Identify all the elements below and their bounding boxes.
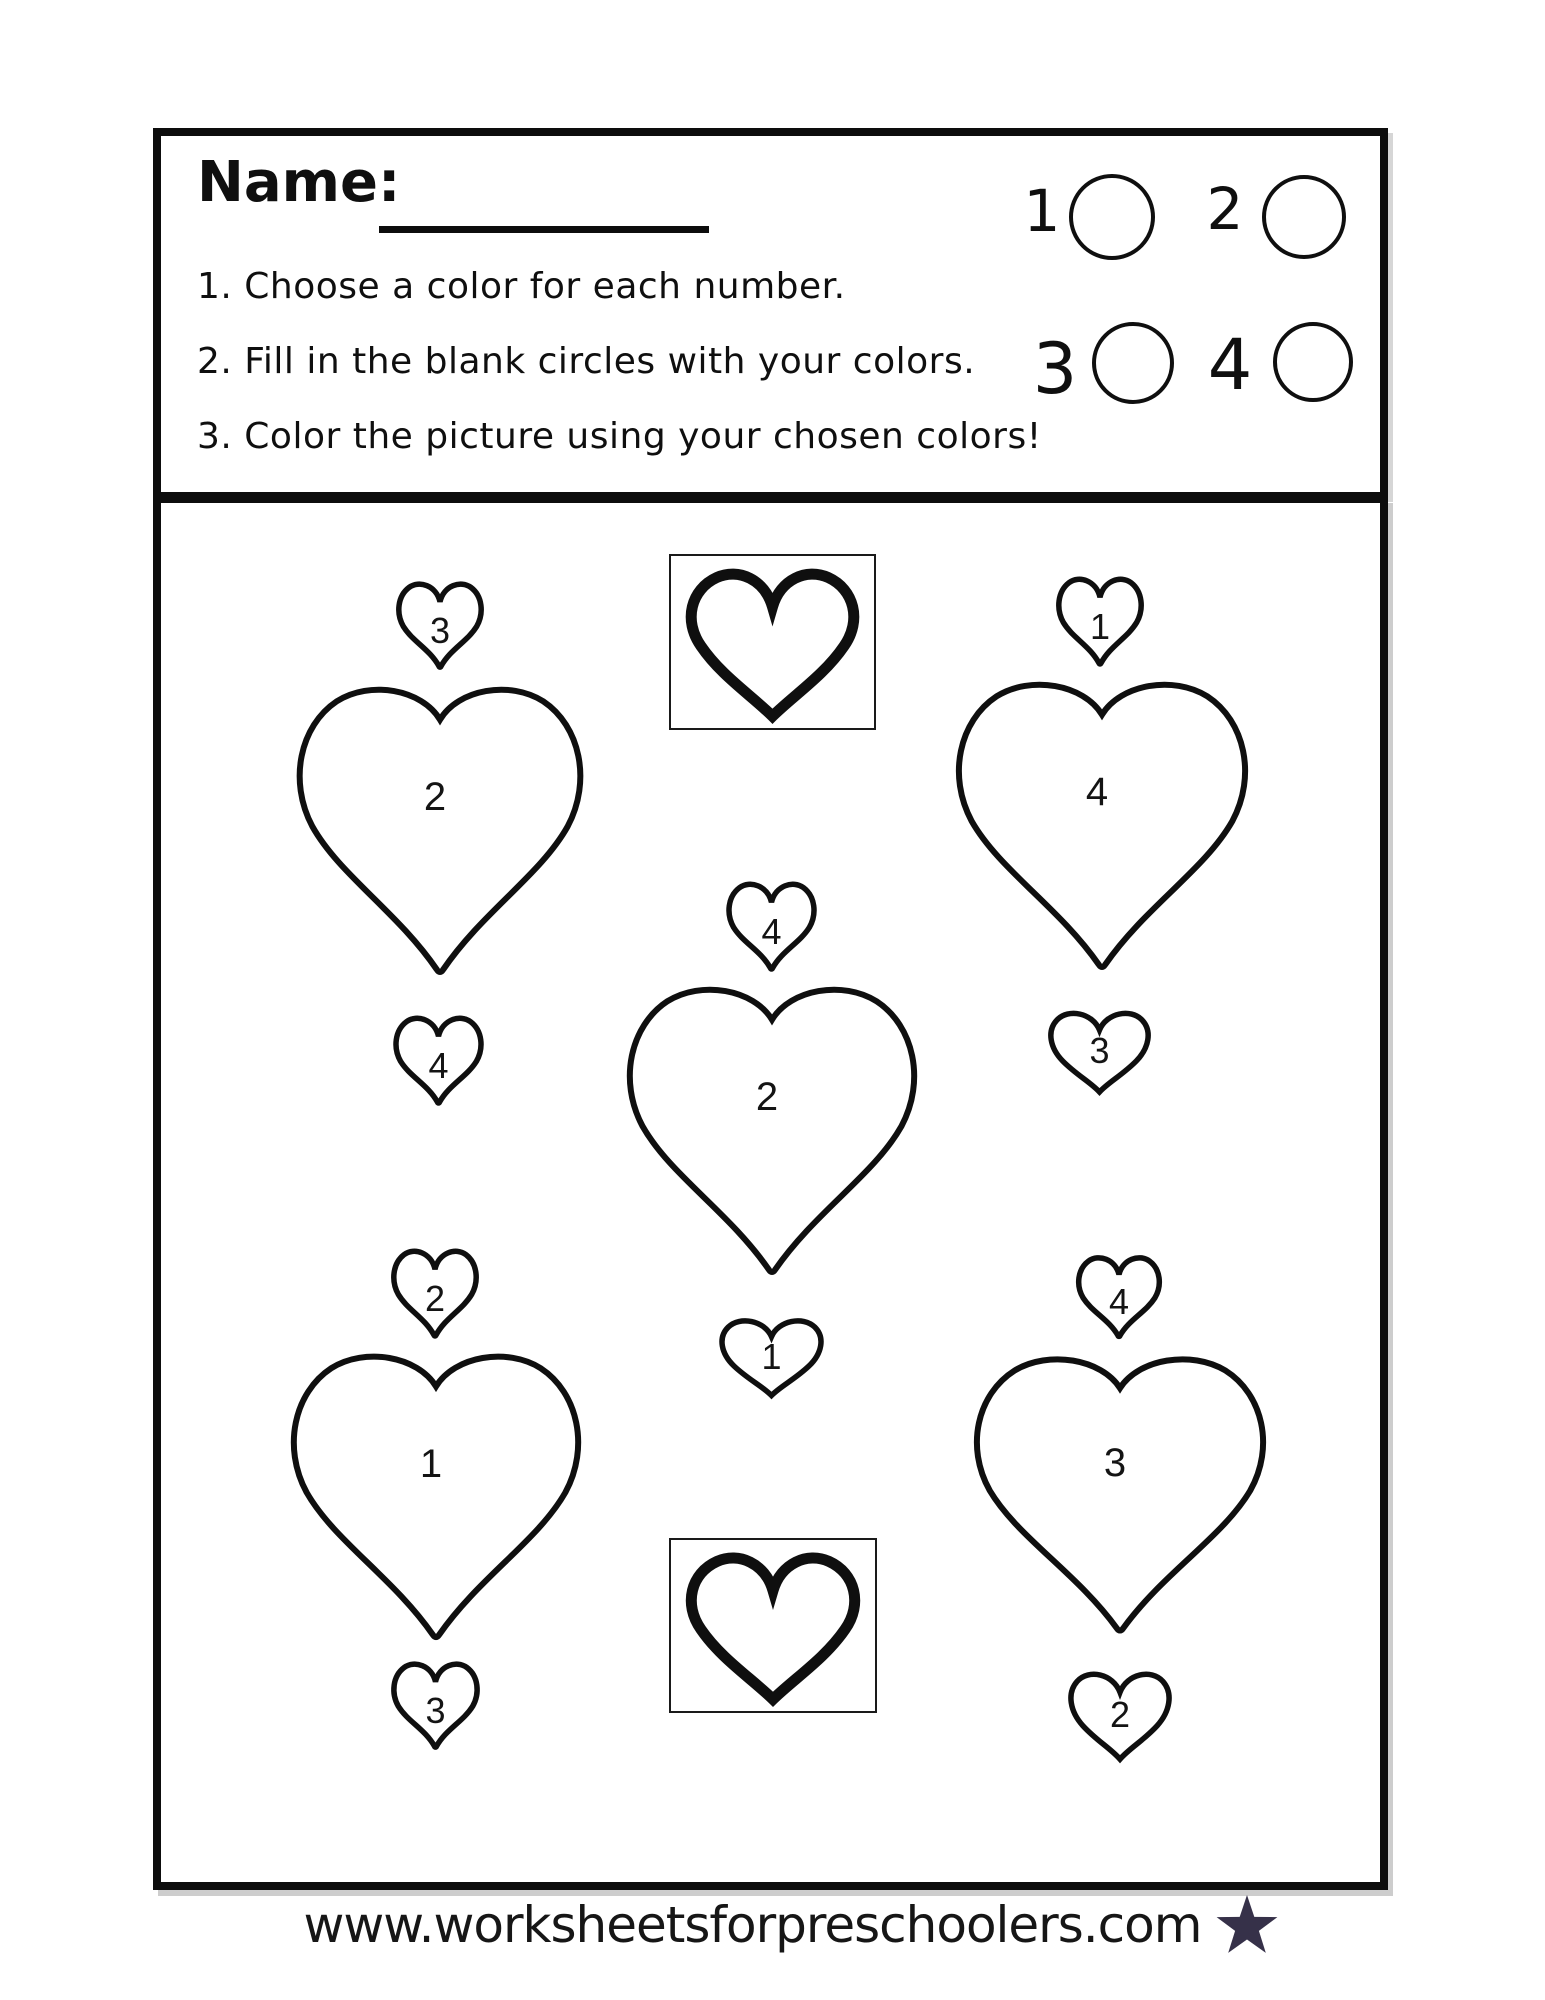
heart-number: 4	[1085, 770, 1109, 814]
heart-number: 2	[424, 1278, 446, 1319]
name-label: Name:	[197, 150, 401, 215]
heart-number: 3	[429, 610, 451, 651]
heart-bottom-left-1	[282, 1347, 590, 1650]
heart-bottom-right-2	[1062, 1662, 1178, 1770]
heart-center-1	[713, 1310, 830, 1405]
legend-circle-1	[1069, 174, 1155, 260]
heart-bottom-right-4	[1073, 1252, 1165, 1342]
legend-circle-2	[1262, 175, 1346, 259]
heart-number: 1	[419, 1442, 443, 1486]
heart-number: 2	[755, 1075, 779, 1119]
heart-bottom-left-2	[388, 1245, 482, 1342]
header-box	[153, 128, 1388, 497]
heart-number: 3	[1103, 1441, 1127, 1485]
legend-number-2: 2	[1206, 175, 1244, 243]
heart-center-4	[723, 878, 820, 975]
heart-number: 2	[423, 775, 447, 819]
heart-number: 1	[761, 1336, 782, 1377]
heart-number: 1	[1089, 606, 1111, 647]
legend-number-1: 1	[1023, 177, 1061, 245]
heart-bottom-left-3	[388, 1658, 483, 1753]
legend-circle-3	[1092, 322, 1174, 404]
website-url: www.worksheetsforpreschoolers.com	[303, 1896, 1202, 1954]
framed-example-heart-top-center	[669, 554, 876, 730]
heart-number: 2	[1109, 1694, 1131, 1735]
instruction-3: 3. Color the picture using your chosen colors!	[197, 416, 1042, 457]
framed-example-heart-bottom-center	[669, 1538, 877, 1713]
heart-center-2	[618, 980, 926, 1285]
legend-number-3: 3	[1032, 328, 1078, 410]
heart-number: 3	[1089, 1030, 1110, 1071]
heart-top-right-4	[947, 675, 1257, 980]
heart-top-left-2	[288, 680, 592, 985]
heart-bottom-right-3	[965, 1350, 1275, 1643]
heart-top-right-1	[1053, 573, 1147, 670]
heart-top-left-4	[390, 1012, 487, 1109]
legend-number-4: 4	[1207, 324, 1253, 406]
instruction-2: 2. Fill in the blank circles with your colors.	[197, 341, 976, 382]
heart-top-right-3	[1042, 1002, 1157, 1102]
name-blank-line	[379, 226, 709, 233]
instruction-1: 1. Choose a color for each number.	[197, 266, 846, 307]
legend-circle-4	[1273, 322, 1353, 402]
heart-number: 4	[1108, 1281, 1130, 1322]
heart-number: 3	[425, 1690, 446, 1731]
star-icon	[1215, 1893, 1279, 1955]
heart-number: 4	[761, 911, 782, 952]
heart-number: 4	[428, 1045, 449, 1086]
heart-top-left-3	[393, 578, 487, 673]
